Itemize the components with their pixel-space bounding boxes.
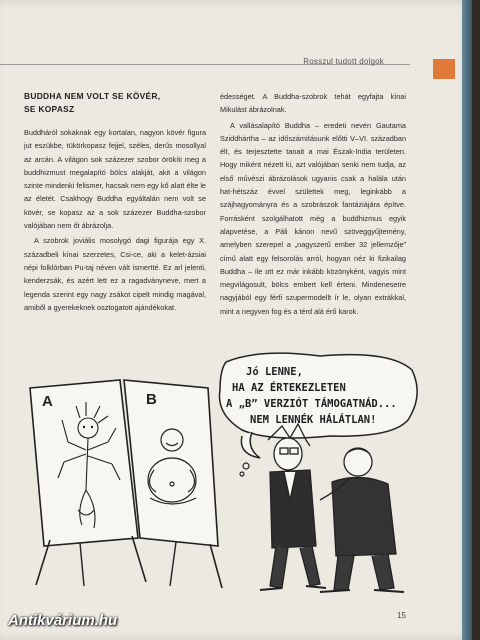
book-binding-edge	[462, 0, 472, 640]
page-number: 15	[397, 611, 406, 620]
cartoon-illustration	[20, 350, 430, 600]
speech-line: A „B” VERZIÓT TÁMOGATNÁD...	[226, 398, 397, 410]
running-title: Rosszul tudott dolgok	[303, 57, 384, 66]
businessman-right	[320, 448, 404, 592]
heading-line-2: SE KOPASZ	[24, 104, 75, 114]
panel-a-label: A	[42, 393, 53, 410]
right-column	[220, 90, 406, 320]
paragraph: Buddháról sokaknak egy kortalan, nagyon kövér figura jut eszükbe, tükörkopasz fejjel, széles, derűs mosollyal az arcán. A világon sok százezer szobor örökíti meg a buddhizmust megalapító bölcs alakját, akit a világon szinte mindenki felismer, hacsak nem egy kő alatt élte le az életét. Csakhogy Buddha egyáltalán nem volt se kövér, se kopasz az a sok százezer Buddha-szobor valójában nem őt ábrázolja.	[24, 128, 206, 231]
watermark-logo: Antikvárium.hu	[8, 612, 118, 629]
article-heading	[24, 90, 206, 116]
left-column	[24, 90, 206, 316]
speech-line: HA AZ ÉRTEKEZLETEN	[232, 382, 346, 394]
panel-b-label: B	[146, 391, 157, 408]
paragraph: A vallásalapító Buddha – eredeti nevén Gautama Sziddhártha – az időszámításunk előtti V–VI. században élt, és terjesztette tanait a mai Észak-India területen. Hogy miként nézett ki, azt valójában senki nem tudja, az első művészi ábrázolások ugyanis csak a halála után hat-hétszáz évvel születtek meg, leginkább a szájhagyományra és a szobrászok fantáziájára építve. Forrásként szolgálhatott még a buddhizmus egyik alapvetése, a Páli kánon nevű szöveggyűjtemény, amelyben szerepel a „nagyszerű ember 32 jellemzője” című alatt egy felsorolás arról, hogyan néz ki fizikailag Buddha – ile ott ez már inkább közönyként, vagyis mint megvilágosult, bölcs embert kell érteni. Mindenesetre nagyjából egy férfi szupermodellt ír le, olyan extrákkal, mint a negyven fog és a térd alá érő karok.	[220, 120, 406, 316]
speech-line: NEM LENNÉK HÁLÁTLAN!	[250, 414, 377, 426]
paragraph: édességet. A Buddha-szobrok tehát egyfajta kínai Mikulást ábrázolnak.	[220, 92, 406, 115]
businessman-left	[260, 424, 326, 590]
speech-line: Jó LENNE,	[246, 366, 303, 378]
section-color-tab	[433, 59, 455, 79]
heading-line-1: BUDDHA NEM VOLT SE KÖVÉR,	[24, 91, 161, 101]
paragraph: A szobrok joviális mosolygó dagi figurája egy X. századbeli kínai szerzetes, Csi-ce, aki a kelet-ázsiai népi folklórban Pu-taj néven vált ismertté. Ez arl jelenti, kenderzsák, és azért lett ez a ragadványneve, mert a legenda szerint egy nagy zsákot cipelt mindig magával, amiből a gyerekeknek osztogatott ajándékokat.	[24, 236, 206, 312]
